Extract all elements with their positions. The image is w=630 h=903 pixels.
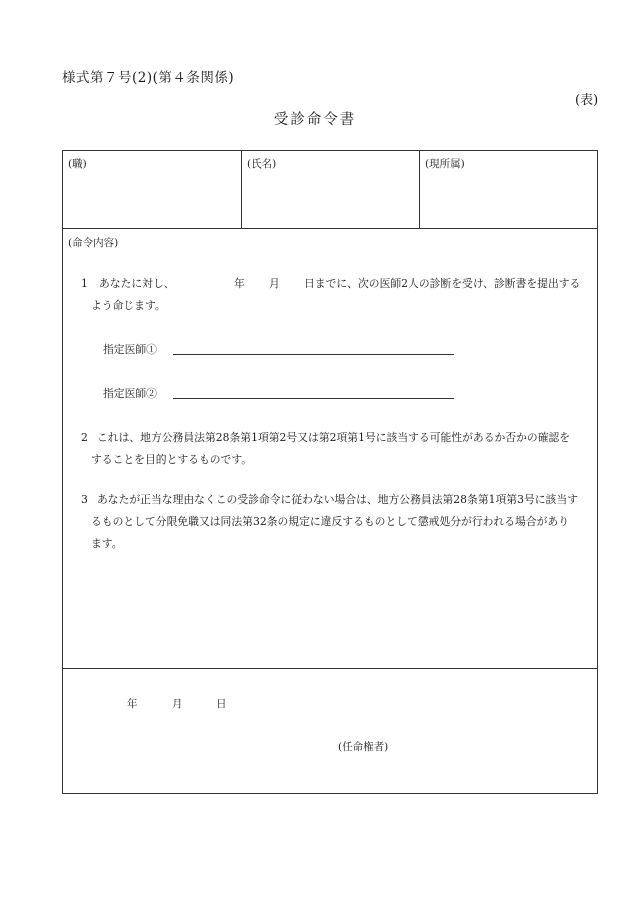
front-side-label: (表)	[575, 93, 599, 108]
section-label: (命令内容)	[68, 237, 119, 249]
document-title: 受診命令書	[273, 112, 357, 128]
column-divider-1	[241, 151, 242, 228]
doctor1-line	[173, 354, 454, 355]
doctor2-label: 指定医師②	[103, 387, 157, 400]
doctor2-line	[173, 398, 454, 399]
item1-month: 月	[269, 277, 280, 290]
position-label: (職)	[68, 158, 87, 170]
header-row-divider	[63, 228, 597, 229]
item2-line2: することを目的とするものです。	[91, 453, 253, 466]
item1-number: 1	[81, 277, 88, 290]
item3-number: 3	[81, 493, 88, 506]
form-number: 様式第７号(2)(第４条関係)	[62, 70, 235, 86]
item3-line2: るものとして分限免職又は同法第32条の規定に違反するものとして懲戒処分が行われる場合があり	[91, 515, 570, 528]
footer-month: 月	[172, 698, 183, 710]
item1-continuation: よう命じます。	[91, 299, 166, 312]
footer-day: 日	[216, 698, 227, 710]
item1-suffix: 日までに、次の医師2人の診断を受け、診断書を提出する	[304, 277, 581, 290]
item3-line3: ます。	[91, 537, 123, 550]
affiliation-label: (現所属)	[425, 158, 465, 170]
item1-year: 年	[234, 277, 245, 290]
item2-number: 2	[81, 431, 88, 444]
footer-year: 年	[127, 698, 138, 710]
footer-row-divider	[63, 668, 597, 669]
item2-line1: これは、地方公務員法第28条第1項第2号又は第2項第1号に該当する可能性があるか否かの確認を	[97, 431, 571, 444]
issuer-label: (任命権者)	[338, 741, 389, 753]
doctor1-label: 指定医師①	[103, 343, 157, 356]
column-divider-2	[419, 151, 420, 228]
name-label: (氏名)	[247, 158, 277, 170]
item3-line1: あなたが正当な理由なくこの受診命令に従わない場合は、地方公務員法第28条第1項第3号に該当す	[97, 493, 578, 506]
item1-prefix: あなたに対し、	[99, 277, 175, 290]
form-frame	[62, 150, 598, 794]
